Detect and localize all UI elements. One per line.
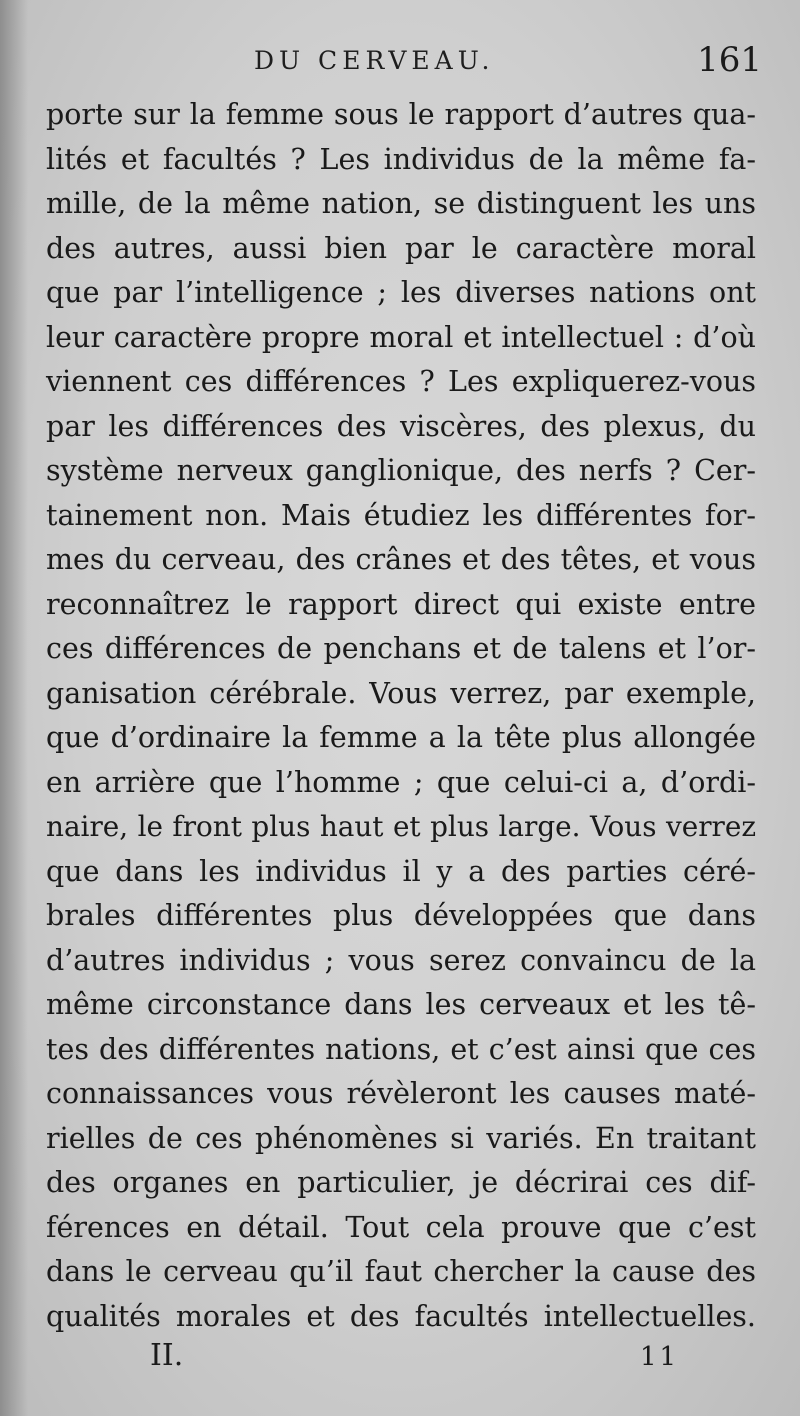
text-line: viennent ces différences ? Les expliquerez-vous: [46, 365, 756, 398]
text-line: que d’ordinaire la femme a la tête plus allongée: [46, 721, 756, 754]
text-line: rielles de ces phénomènes si variés. En traitant: [46, 1121, 756, 1155]
text-line: par les différences des viscères, des plexus, du: [46, 409, 756, 443]
page-gutter-shadow: [0, 0, 28, 1416]
text-line: que dans les individus il y a des parties céré-: [46, 854, 756, 888]
text-line: ces différences de penchans et de talens et l’or-: [46, 632, 756, 665]
text-line: connaissances vous révèleront les causes maté-: [46, 1077, 756, 1110]
text-line: que par l’intelligence ; les diverses nations ont: [46, 276, 756, 309]
text-line: mes du cerveau, des crânes et des têtes, et vous: [46, 543, 756, 576]
text-line: mille, de la même nation, se distinguent les uns: [46, 187, 756, 220]
page-number: 161: [697, 40, 762, 80]
text-line: férences en détail. Tout cela prouve que c’est: [46, 1210, 756, 1244]
text-line: tainement non. Mais étudiez les différentes for-: [46, 498, 756, 532]
text-line: brales différentes plus développées que dans: [46, 899, 756, 932]
text-line: dans le cerveau qu’il faut chercher la cause des: [46, 1255, 756, 1288]
text-line: porte sur la femme sous le rapport d’autres qua-: [46, 98, 756, 131]
running-head: DU CERVEAU.: [254, 46, 495, 75]
body-text: [46, 93, 756, 1339]
gathering-number: 11: [640, 1342, 680, 1372]
text-line: d’autres individus ; vous serez convaincu de la: [46, 943, 756, 977]
text-line: même circonstance dans les cerveaux et les tê-: [46, 988, 756, 1021]
text-line: en arrière que l’homme ; que celui-ci a, d’ordi-: [46, 765, 756, 799]
text-line: ganisation cérébrale. Vous verrez, par exemple,: [46, 676, 756, 710]
text-line: lités et facultés ? Les individus de la même fa-: [46, 142, 756, 176]
page-footer: [0, 1338, 800, 1378]
text-line: système nerveux ganglionique, des nerfs ? Cer-: [46, 454, 756, 487]
text-line: tes des différentes nations, et c’est ainsi que ces: [46, 1032, 756, 1066]
text-line: naire, le front plus haut et plus large. Vous verrez: [46, 810, 756, 843]
page-header: [40, 40, 760, 90]
text-line: des organes en particulier, je décrirai ces dif-: [46, 1166, 756, 1199]
text-line: des autres, aussi bien par le caractère moral: [46, 231, 756, 265]
text-line: leur caractère propre moral et intellectuel : d’où: [46, 320, 756, 354]
text-line: qualités morales et des facultés intellectuelles.: [46, 1299, 756, 1333]
text-line: reconnaîtrez le rapport direct qui existe entre: [46, 587, 756, 621]
signature-mark: II.: [150, 1338, 184, 1373]
